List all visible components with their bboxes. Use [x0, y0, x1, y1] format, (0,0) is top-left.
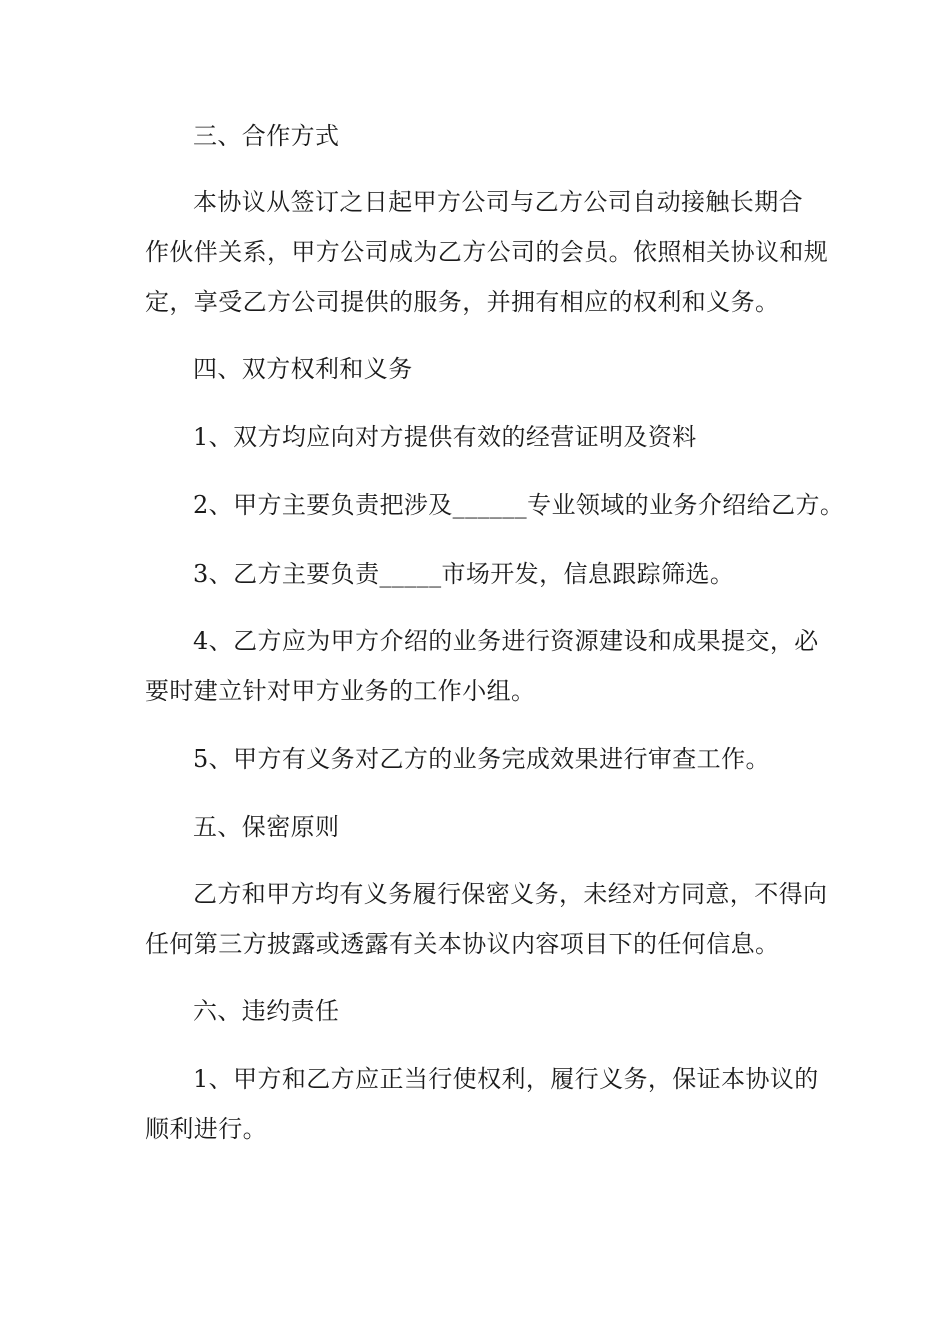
list-item-continuation: 要时建立针对甲方业务的工作小组。 — [145, 677, 536, 705]
list-item-continuation: 顺利进行。 — [145, 1115, 267, 1143]
paragraph-line: 乙方和甲方均有义务履行保密义务，未经对方同意，不得向 — [193, 880, 828, 908]
section-heading-cooperation: 三、合作方式 — [193, 122, 340, 150]
paragraph-line: 作伙伴关系，甲方公司成为乙方公司的会员。依照相关协议和规 — [145, 238, 829, 266]
section-heading-confidentiality: 五、保密原则 — [193, 813, 340, 841]
list-item: 3、乙方主要负责_____市场开发，信息跟踪筛选。 — [193, 560, 735, 588]
list-item: 2、甲方主要负责把涉及______专业领域的业务介绍给乙方。 — [193, 491, 845, 519]
section-heading-rights: 四、双方权利和义务 — [193, 355, 413, 383]
paragraph-line: 任何第三方披露或透露有关本协议内容项目下的任何信息。 — [145, 930, 780, 958]
list-item: 1、双方均应向对方提供有效的经营证明及资料 — [193, 423, 697, 451]
section-heading-liability: 六、违约责任 — [193, 997, 340, 1025]
list-item: 1、甲方和乙方应正当行使权利，履行义务，保证本协议的 — [193, 1065, 819, 1093]
paragraph-line: 定，享受乙方公司提供的服务，并拥有相应的权利和义务。 — [145, 288, 780, 316]
list-item: 4、乙方应为甲方介绍的业务进行资源建设和成果提交，必 — [193, 627, 819, 655]
paragraph-line: 本协议从签订之日起甲方公司与乙方公司自动接触长期合 — [193, 188, 803, 216]
list-item: 5、甲方有义务对乙方的业务完成效果进行审查工作。 — [193, 745, 770, 773]
